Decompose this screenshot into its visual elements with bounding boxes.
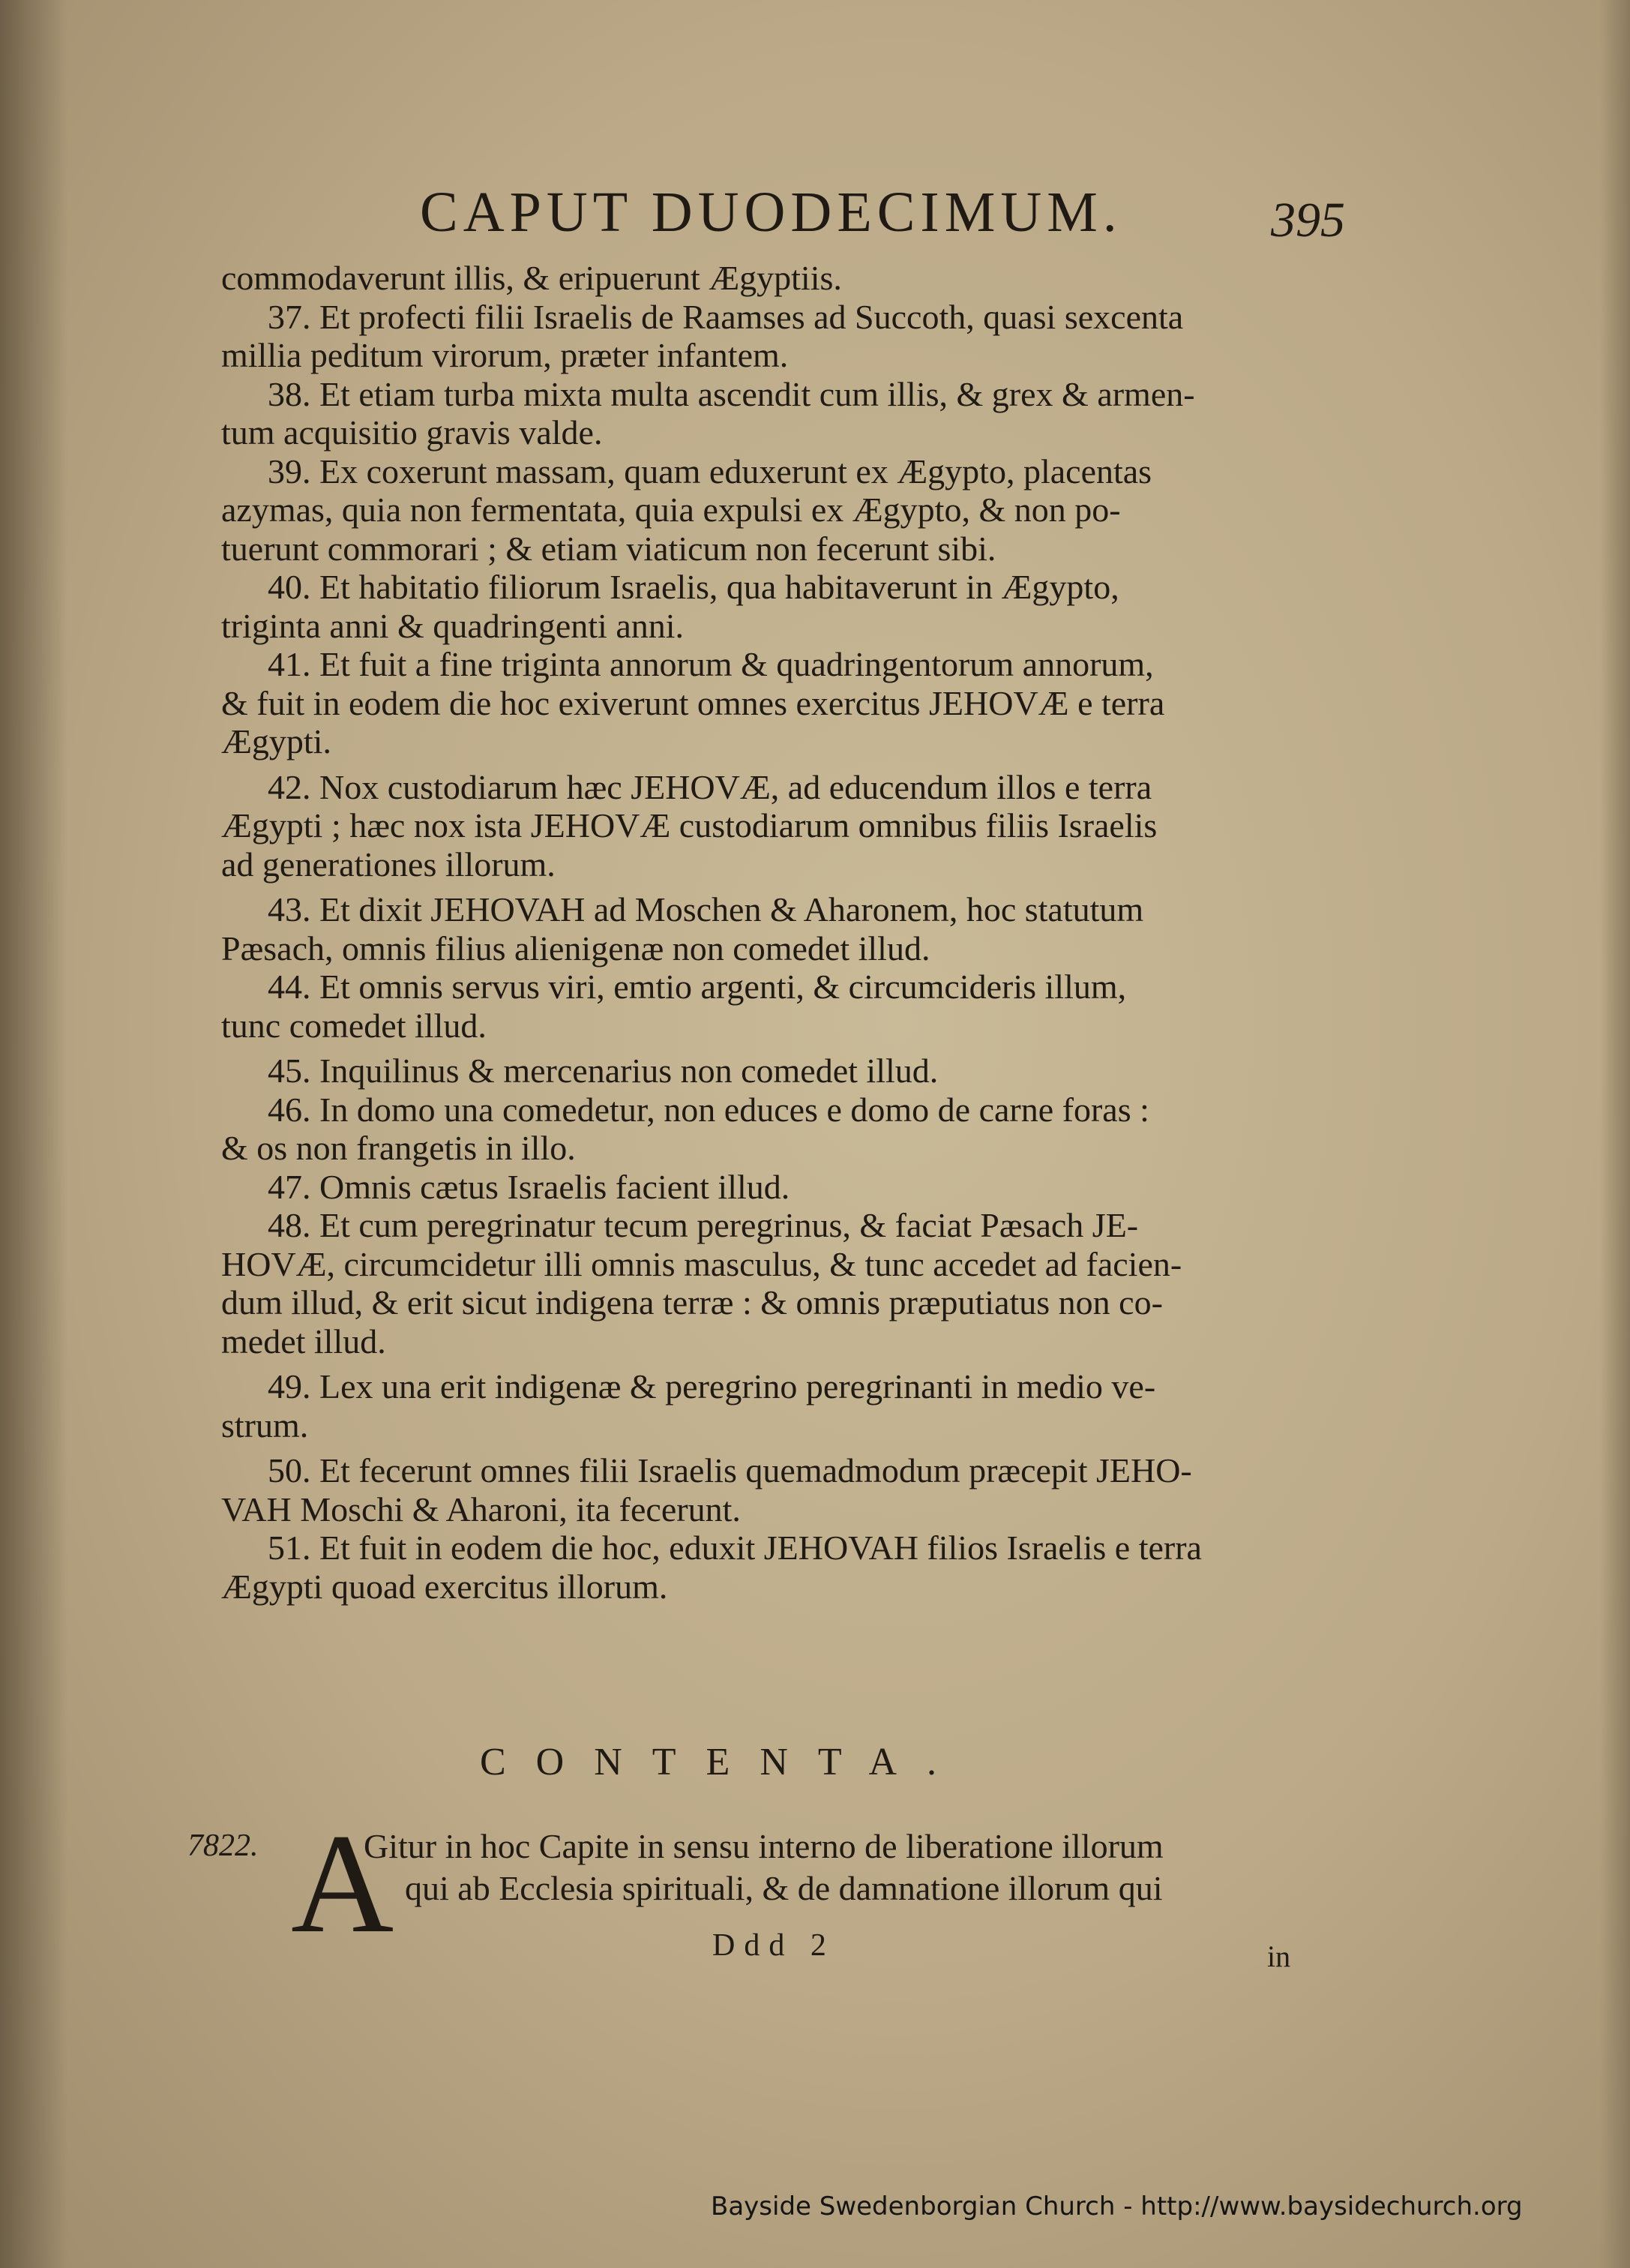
verse-37-line: 37. Et profecti filii Israelis de Raamses ad Succoth, quasi sexcenta [268, 297, 1184, 336]
section-heading: CONTENTA. [480, 1741, 967, 1784]
paragraph-number: 7822. [187, 1828, 259, 1863]
verse-48-line: dum illud, & erit sicut indigena terræ : & omnis præputiatus non co- [221, 1283, 1163, 1322]
verse-49-line: strum. [221, 1406, 309, 1444]
credit-line: Bayside Swedenborgian Church - http://www.baysidechurch.org [711, 2192, 1523, 2222]
verse-38-line: tum acquisitio gravis valde. [221, 413, 603, 452]
page-header [195, 180, 1372, 270]
drop-cap: A [291, 1805, 394, 1963]
verse-47-line: 47. Omnis cætus Israelis facient illud. [268, 1167, 790, 1206]
verse-42-line: Ægypti ; hæc nox ista JEHOVÆ custodiarum omnibus filiis Israelis [221, 806, 1158, 844]
verse-42-line: ad generationes illorum. [221, 844, 556, 884]
verse-44-line: 44. Et omnis servus viri, emtio argenti, & circumcideris illum, [268, 968, 1127, 1006]
verse-46-line: & os non frangetis in illo. [221, 1129, 576, 1167]
verse-41-line: 41. Et fuit a fine triginta annorum & quadringentorum annorum, [268, 645, 1154, 683]
verse-46-line: 46. In domo una comedetur, non educes e domo de carne foras : [268, 1090, 1149, 1129]
verse-50-line: VAH Moschi & Aharoni, ita fecerunt. [221, 1490, 741, 1528]
signature-mark: Ddd 2 [712, 1928, 835, 1963]
verse-40-line: 40. Et habitatio filiorum Israelis, qua habitaverunt in Ægypto, [268, 568, 1119, 606]
running-head: CAPUT DUODECIMUM. [420, 181, 1122, 244]
verse-43-line: 43. Et dixit JEHOVAH ad Moschen & Aharonem, hoc statutum [268, 890, 1144, 928]
verse-37-line: millia peditum virorum, præter infantem. [221, 336, 789, 374]
verse-45-line: 45. Inquilinus & mercenarius non comedet illud. [268, 1052, 939, 1090]
verse-39-line: azymas, quia non fermentata, quia expulsi ex Ægypto, & non po- [221, 490, 1121, 529]
verse-39-line: 39. Ex coxerunt massam, quam eduxerunt ex Ægypto, placentas [268, 452, 1152, 490]
verse-51-line: Ægypti quoad exercitus illorum. [221, 1567, 668, 1606]
page-edge-shadow-right [1600, 0, 1630, 2268]
verse-50-line: 50. Et fecerunt omnes filii Israelis quemadmodum præcepit JEHO- [268, 1451, 1192, 1490]
verse-40-line: triginta anni & quadringenti anni. [221, 606, 685, 645]
paragraph-line: qui ab Ecclesia spirituali, & de damnatione illorum qui [405, 1869, 1163, 1907]
page-edge-shadow-left [0, 0, 67, 2268]
verse-42-line: 42. Nox custodiarum hæc JEHOVÆ, ad educendum illos e terra [268, 767, 1152, 806]
verse-41-line: Ægypti. [221, 722, 331, 760]
verse-text [221, 259, 1331, 1606]
verse-41-line: & fuit in eodem die hoc exiverunt omnes exercitus JEHOVÆ e terra [221, 683, 1165, 722]
verse-43-line: Pæsach, omnis filius alienigenæ non comedet illud. [221, 928, 930, 968]
verse-48-line: 48. Et cum peregrinatur tecum peregrinus, & faciat Pæsach JE- [268, 1206, 1139, 1244]
catchword: in [1267, 1940, 1291, 1973]
verse-44-line: tunc comedet illud. [221, 1006, 487, 1045]
verse-48-line: HOVÆ, circumcidetur illi omnis masculus, & tunc accedet ad facien- [221, 1244, 1182, 1283]
verse-48-line: medet illud. [221, 1322, 386, 1360]
verse-39-line: tuerunt commorari ; & etiam viaticum non fecerunt sibi. [221, 529, 996, 568]
verse-38-line: 38. Et etiam turba mixta multa ascendit cum illis, & grex & armen- [268, 374, 1195, 413]
verse-36-end: commodaverunt illis, & eripuerunt Ægyptiis. [221, 259, 842, 297]
page-number: 395 [1271, 193, 1345, 248]
verse-49-line: 49. Lex una erit indigenæ & peregrino peregrinanti in medio ve- [268, 1367, 1156, 1406]
paragraph-line: Gitur in hoc Capite in sensu interno de liberatione illorum [364, 1827, 1164, 1865]
verse-51-line: 51. Et fuit in eodem die hoc, eduxit JEHOVAH filios Israelis e terra [268, 1528, 1202, 1567]
